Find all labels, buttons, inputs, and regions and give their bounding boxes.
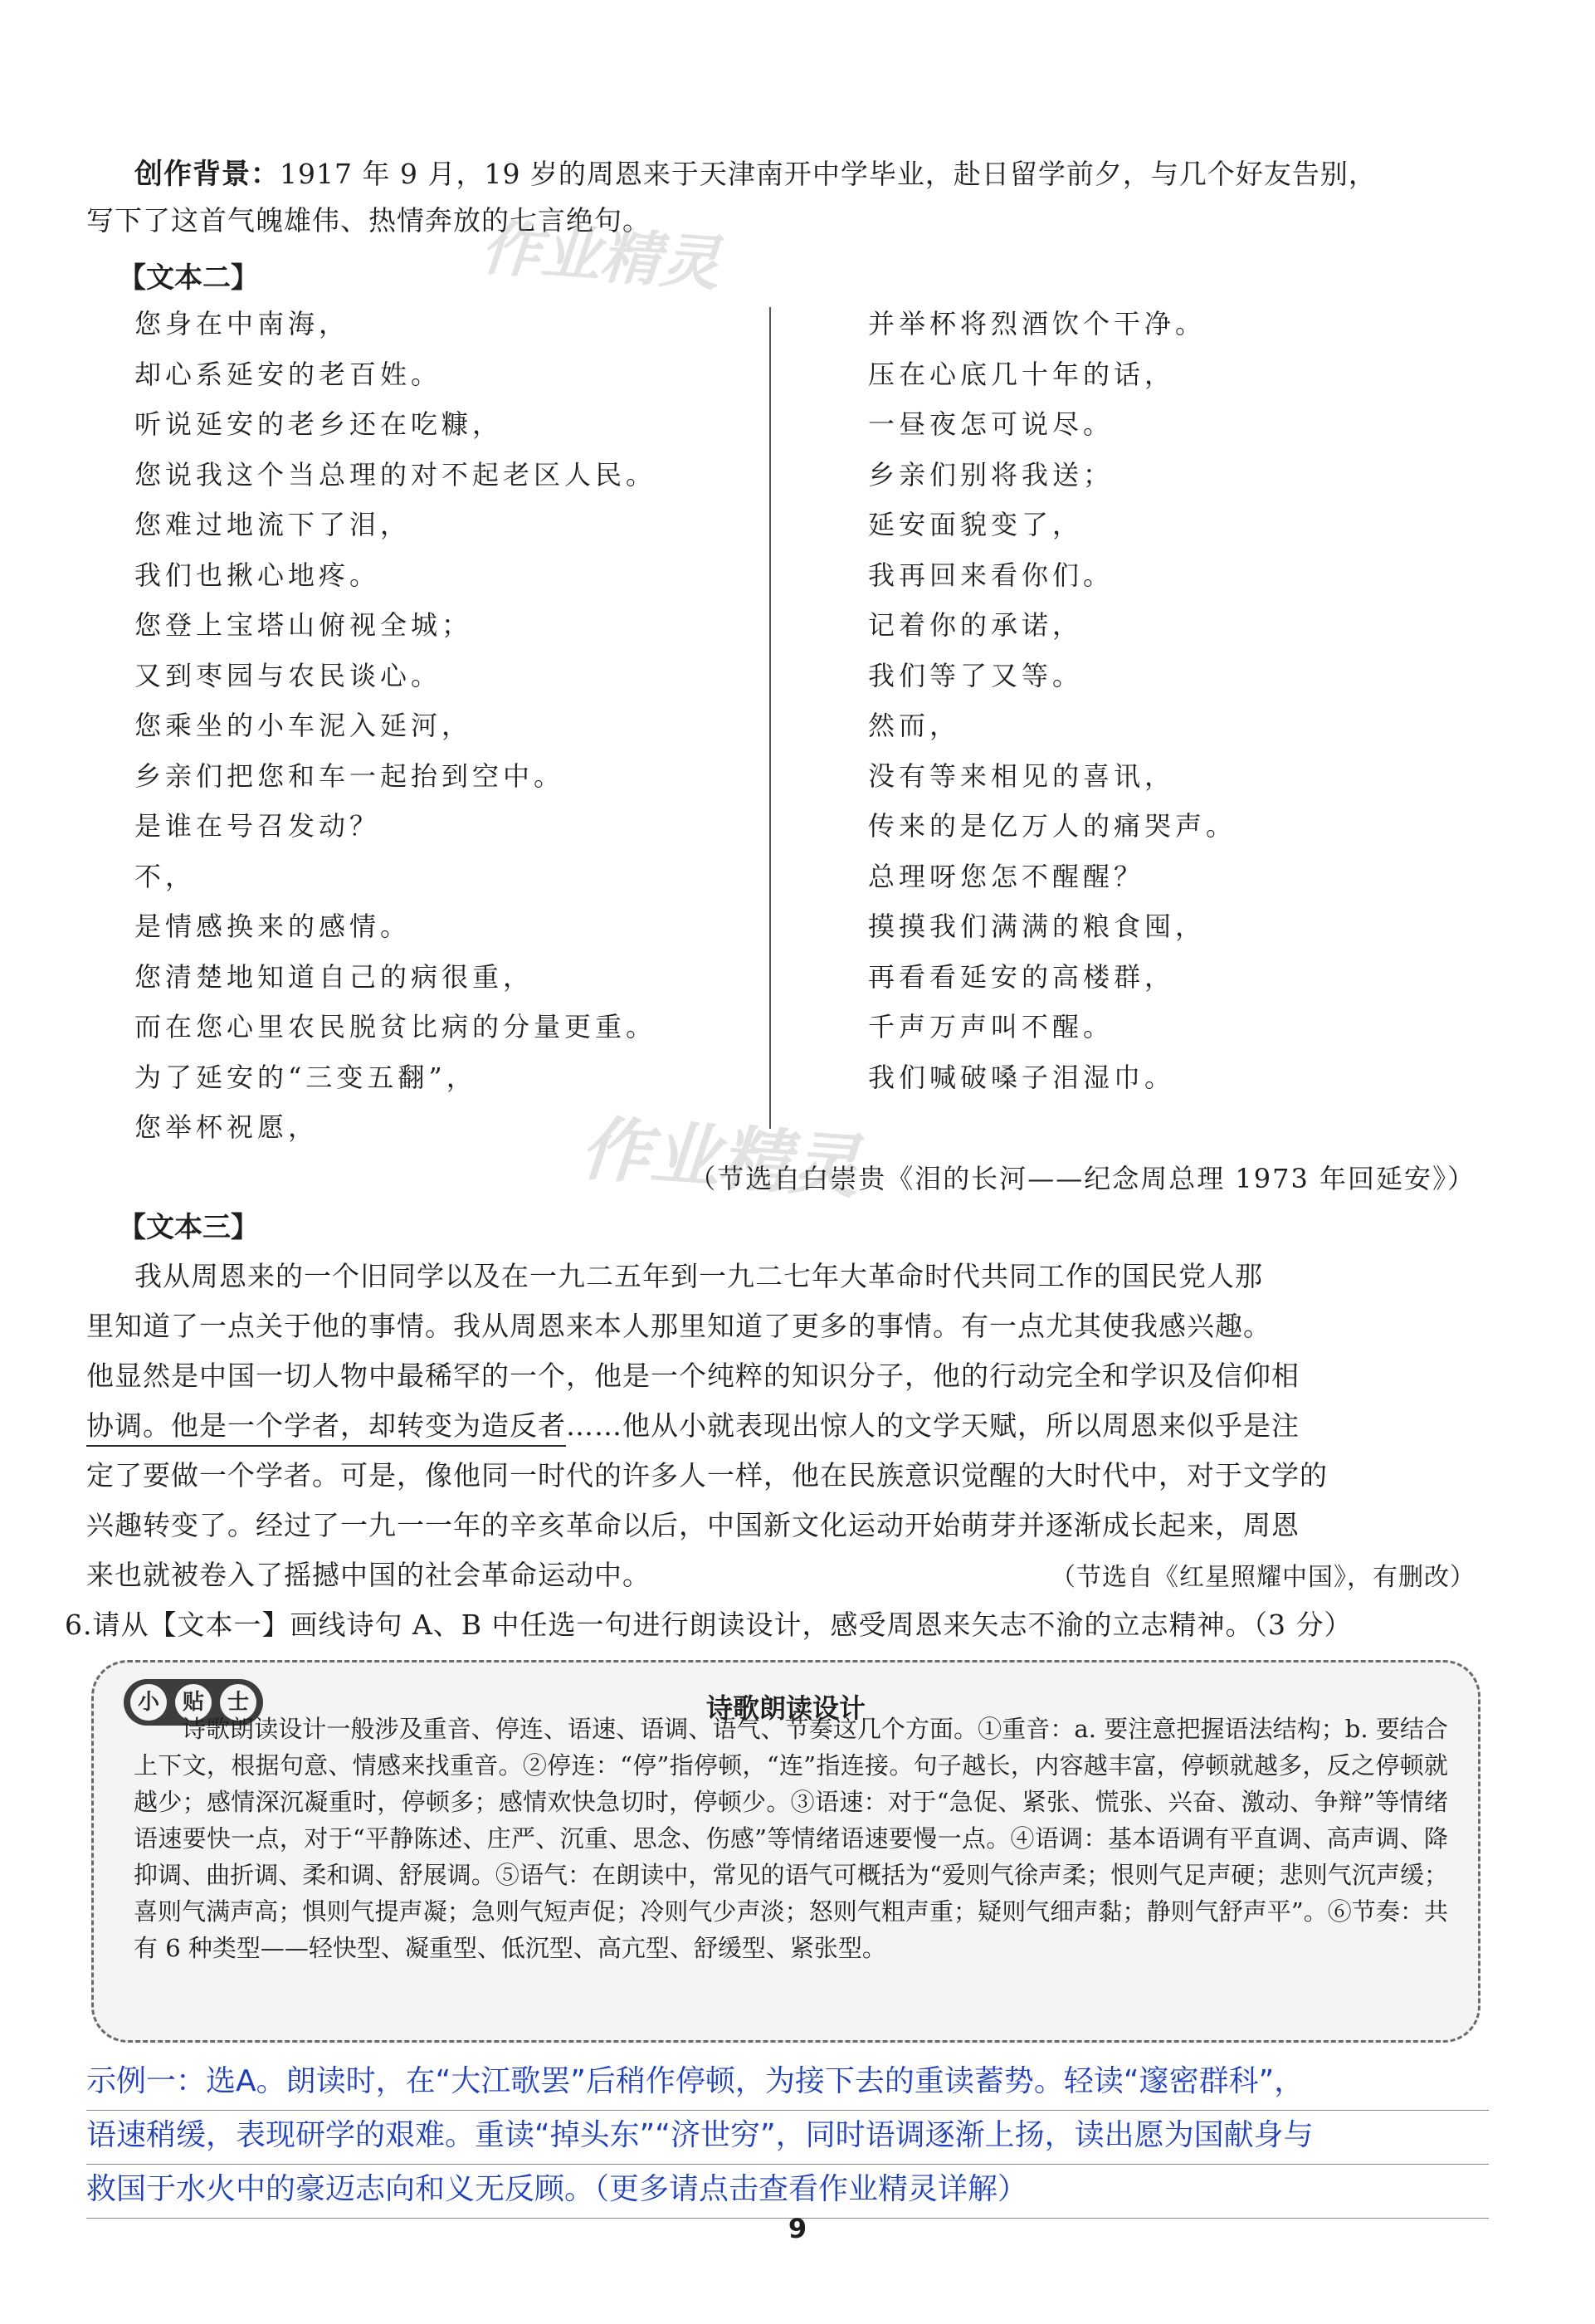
poem-left-line: 您登上宝塔山俯视全城； [134, 609, 473, 641]
text3-line-6: 兴趣转变了。经过了一九一一年的辛亥革命以后，中国新文化运动开始萌芽并逐渐成长起来，周恩 [86, 1509, 1300, 1541]
tip-badge-char: 士 [220, 1684, 256, 1721]
column-divider [769, 307, 771, 1129]
poem-left-line: 您说我这个当总理的对不起老区人民。 [134, 458, 657, 491]
poem-left-line: 是情感换来的感情。 [134, 911, 412, 942]
text3-line-3: 他显然是中国一切人物中最稀罕的一个，他是一个纯粹的知识分子，他的行动完全和学识及信仰相 [86, 1360, 1300, 1392]
text3-line-4 [86, 1401, 1497, 1451]
poem-right-line: 传来的是亿万人的痛哭声。 [868, 810, 1237, 842]
poem-left-line: 听说延安的老乡还在吃糠， [134, 408, 504, 440]
background-text-1: 1917 年 9 月，19 岁的周恩来于天津南开中学毕业，赴日留学前夕，与几个好友告别， [280, 158, 1377, 190]
text3-line-4-rest: ……他从小就表现出惊人的文学天赋，所以周恩来似乎是注 [566, 1409, 1300, 1442]
underlined-sentence: 协调。他是一个学者，却转变为造反者 [86, 1409, 566, 1447]
text3-heading: 【文本三】 [118, 1211, 259, 1244]
poem-right-line: 然而， [868, 710, 961, 741]
text3-line-7: 来也就被卷入了摇撼中国的社会革命运动中。 [86, 1559, 651, 1591]
poem-left-line: 您举杯祝愿， [134, 1111, 319, 1143]
text3-body [86, 1252, 1497, 1600]
poem-right-line: 我们等了又等。 [868, 659, 1084, 691]
tip-badge-char: 贴 [175, 1684, 212, 1721]
text3-line-5: 定了要做一个学者。可是，像他同一时代的许多人一样，他在民族意识觉醒的大时代中，对于文学的 [86, 1459, 1328, 1492]
tip-body: 诗歌朗读设计一般涉及重音、停连、语速、语调、语气、节奏这几个方面。①重音：a. 要注意把握语法结构；b. 要结合上下文，根据句意、情感来找重音。②停连：“停”指停顿，“连”指连接。句子越长，内容越丰富，停顿就越多，反之停顿就越少；感情深沉凝重时，停顿多；感情欢快急切时，停顿少。③语速：对于“急促、紧张、慌张、兴奋、激动、争辩”等情绪语速要快一点，对于“平静陈述、庄严、沉重、思念、伤感”等情绪语速要慢一点。④语调：基本语调有平直调、高声调、降抑调、曲折调、柔和调、舒展调。⑤语气：在朗读中，常见的语气可概括为“爱则气徐声柔；恨则气足声硬；悲则气沉声缓；喜则气满声高；惧则气提声凝；急则气短声促；冷则气少声淡；怒则气粗声重；疑则气细声黏；静则气舒声平”。⑥节奏：共有 6 种类型——轻快型、凝重型、低沉型、高亢型、舒缓型、紧张型。 [134, 1715, 1448, 1962]
poem-right-column [868, 299, 1236, 1102]
text2-heading: 【文本二】 [118, 261, 259, 295]
text2-source: （节选自白崇贵《泪的长河——纪念周总理 1973 年回延安》） [689, 1163, 1475, 1194]
answer-line-2: 语速稍缓，表现研学的艰难。重读“掉头东”“济世穷”，同时语调逐渐上扬，读出愿为国献身与 [86, 2111, 1489, 2165]
answer-line-1: 示例一：选A。朗读时，在“大江歌罢”后稍作停顿，为接下去的重读蓄势。轻读“邃密群科”， [86, 2057, 1489, 2111]
poem-right-line: 我再回来看你们。 [868, 559, 1115, 591]
poem-left-line: 是谁在号召发动？ [134, 810, 381, 842]
tip-badge-char: 小 [130, 1684, 167, 1721]
text3-source: （节选自《红星照耀中国》，有删改） [1051, 1563, 1475, 1592]
poem-right-line: 千声万声叫不醒。 [868, 1011, 1115, 1042]
question-6: 6.请从【文本一】画线诗句 A、B 中任选一句进行朗读设计，感受周恩来矢志不渝的立志精神。（3 分） [65, 1609, 1353, 1641]
poem-left-line: 不， [134, 860, 197, 892]
poem-left-line: 您乘坐的小车泥入延河， [134, 710, 473, 741]
background-label: 创作背景： [134, 158, 280, 191]
poem-left-line: 又到枣园与农民谈心。 [134, 659, 442, 691]
answer-line-3: 救国于水火中的豪迈志向和义无反顾。（更多请点击查看作业精灵详解） [86, 2165, 1489, 2219]
poem-right-line: 摸摸我们满满的粮食囤， [868, 911, 1207, 942]
background-line-2: 写下了这首气魄雄伟、热情奔放的七言绝句。 [86, 204, 651, 237]
poem-left-line: 我们也揪心地疼。 [134, 559, 381, 591]
poem-left-line: 乡亲们把您和车一起抬到空中。 [134, 759, 565, 792]
tip-box [91, 1660, 1480, 2043]
tip-title: 诗歌朗读设计 [705, 1692, 866, 1724]
poem-right-line: 延安面貌变了， [868, 509, 1084, 540]
answer-block[interactable] [86, 2057, 1489, 2219]
watermark: 作业精灵 [479, 212, 723, 299]
poem-right-line: 没有等来相见的喜讯， [868, 759, 1176, 792]
poem-left-line: 您难过地流下了泪， [134, 509, 412, 540]
poem-left-line: 您清楚地知道自己的病很重， [134, 960, 534, 993]
poem-right-line: 一昼夜怎可说尽。 [868, 408, 1115, 440]
poem-right-line: 再看看延安的高楼群， [868, 960, 1176, 993]
background-line-1 [134, 149, 1377, 199]
poem-right-line: 并举杯将烈酒饮个干净。 [868, 308, 1207, 339]
page-number: 9 [788, 2213, 807, 2244]
poem-left-line: 却心系延安的老百姓。 [134, 358, 442, 390]
poem-left-line: 您身在中南海， [134, 308, 350, 339]
poem-right-line: 乡亲们别将我送； [868, 458, 1115, 491]
text3-line-1: 我从周恩来的一个旧同学以及在一九二五年到一九二七年大革命时代共同工作的国民党人那 [134, 1260, 1263, 1292]
poem-right-line: 我们喊破嗓子泪湿巾。 [868, 1061, 1176, 1093]
watermark: 作业精灵 [578, 1107, 862, 1208]
poem-right-line: 记着你的承诺， [868, 609, 1084, 641]
poem-left-line: 而在您心里农民脱贫比病的分量更重。 [134, 1011, 657, 1042]
poem-right-line: 压在心底几十年的话， [868, 358, 1176, 390]
poem-right-line: 总理呀您怎不醒醒？ [868, 860, 1145, 892]
poem-left-column [134, 299, 656, 1153]
poem-left-line: 为了延安的“三变五翻”， [134, 1061, 477, 1093]
text3-line-2: 里知道了一点关于他的事情。我从周恩来本人那里知道了更多的事情。有一点尤其使我感兴趣。 [86, 1310, 1271, 1342]
